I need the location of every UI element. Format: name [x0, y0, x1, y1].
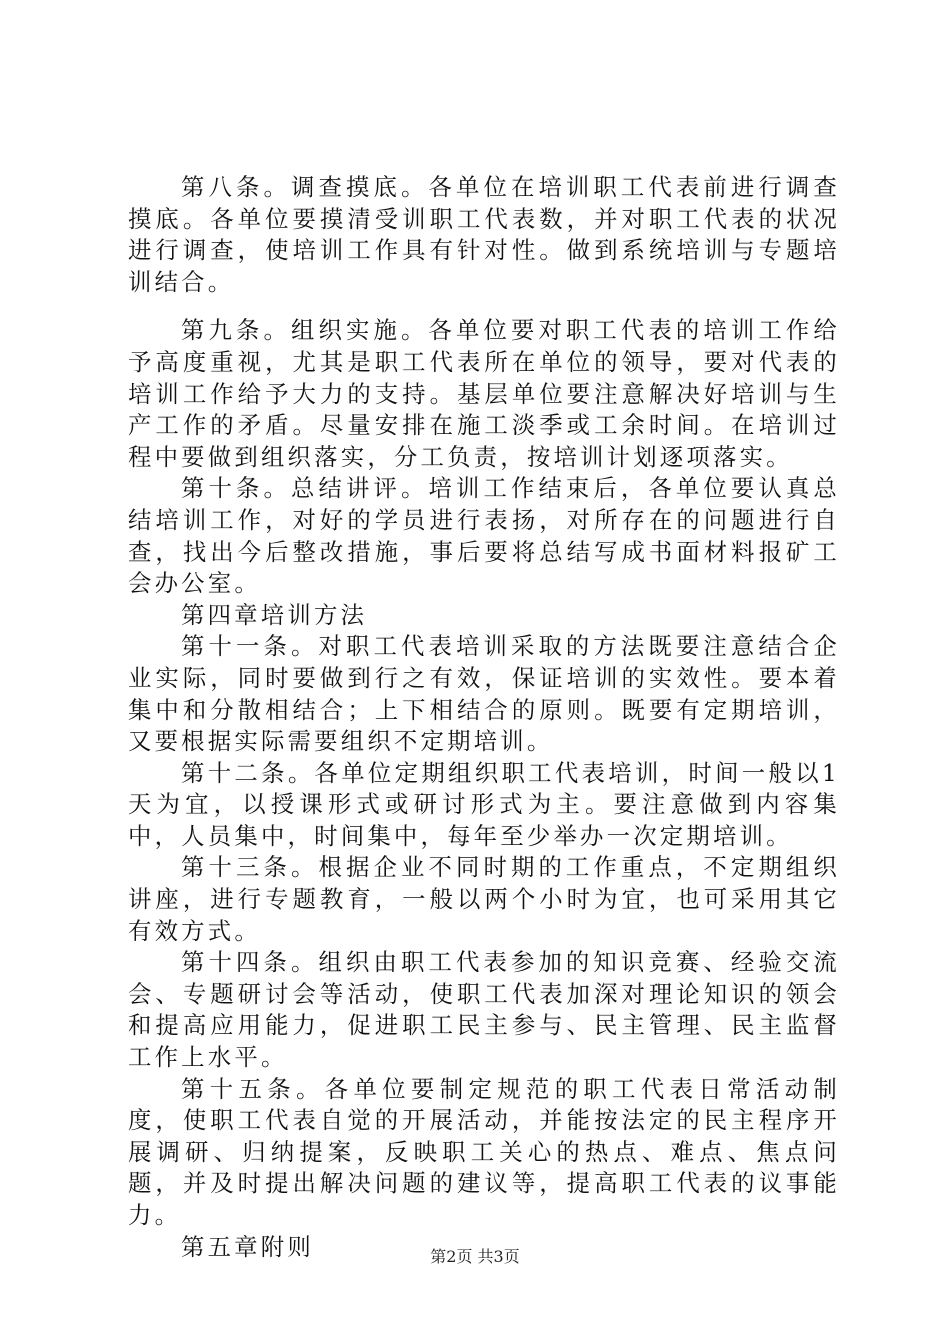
- page-number-footer: 第2页 共3页: [430, 1247, 520, 1266]
- article-8-paragraph: 第八条。调查摸底。各单位在培训职工代表前进行调查摸底。各单位要摸清受训职工代表数，并对职工代表的状况进行调查，使培训工作具有针对性。做到系统培训与专题培训结合。: [128, 173, 840, 296]
- article-14-paragraph: 第十四条。组织由职工代表参加的知识竞赛、经验交流会、专题研讨会等活动，使职工代表加深对理论知识的领会和提高应用能力，促进职工民主参与、民主管理、民主监督工作上水平。: [128, 948, 840, 1072]
- article-12-paragraph: 第十二条。各单位定期组织职工代表培训，时间一般以1天为宜，以授课形式或研讨形式为主。要注意做到内容集中，人员集中，时间集中，每年至少举办一次定期培训。: [128, 758, 840, 850]
- chapter-4-heading: 第四章培训方法: [181, 600, 368, 629]
- article-10-paragraph: 第十条。总结讲评。培训工作结束后，各单位要认真总结培训工作，对好的学员进行表扬，对所存在的问题进行自查，找出今后整改措施，事后要将总结写成书面材料报矿工会办公室。: [128, 474, 840, 598]
- article-11-paragraph: 第十一条。对职工代表培训采取的方法既要注意结合企业实际，同时要做到行之有效，保证培训的实效性。要本着集中和分散相结合；上下相结合的原则。既要有定期培训，又要根据实际需要组织不定期培训。: [128, 632, 840, 756]
- article-9-paragraph: 第九条。组织实施。各单位要对职工代表的培训工作给予高度重视，尤其是职工代表所在单位的领导，要对代表的培训工作给予大力的支持。基层单位要注意解决好培训与生产工作的矛盾。尽量安排在施工淡季或工余时间。在培训过程中要做到组织落实，分工负责，按培训计划逐项落实。: [128, 316, 840, 471]
- article-15-paragraph: 第十五条。各单位要制定规范的职工代表日常活动制度，使职工代表自觉的开展活动，并能按法定的民主程序开展调研、归纳提案，反映职工关心的热点、难点、焦点问题，并及时提出解决问题的建议等，提高职工代表的议事能力。: [128, 1074, 840, 1229]
- article-13-paragraph: 第十三条。根据企业不同时期的工作重点，不定期组织讲座，进行专题教育，一般以两个小时为宜，也可采用其它有效方式。: [128, 853, 840, 945]
- document-body: [128, 172, 840, 1263]
- chapter-5-heading: 第五章附则: [181, 1232, 314, 1261]
